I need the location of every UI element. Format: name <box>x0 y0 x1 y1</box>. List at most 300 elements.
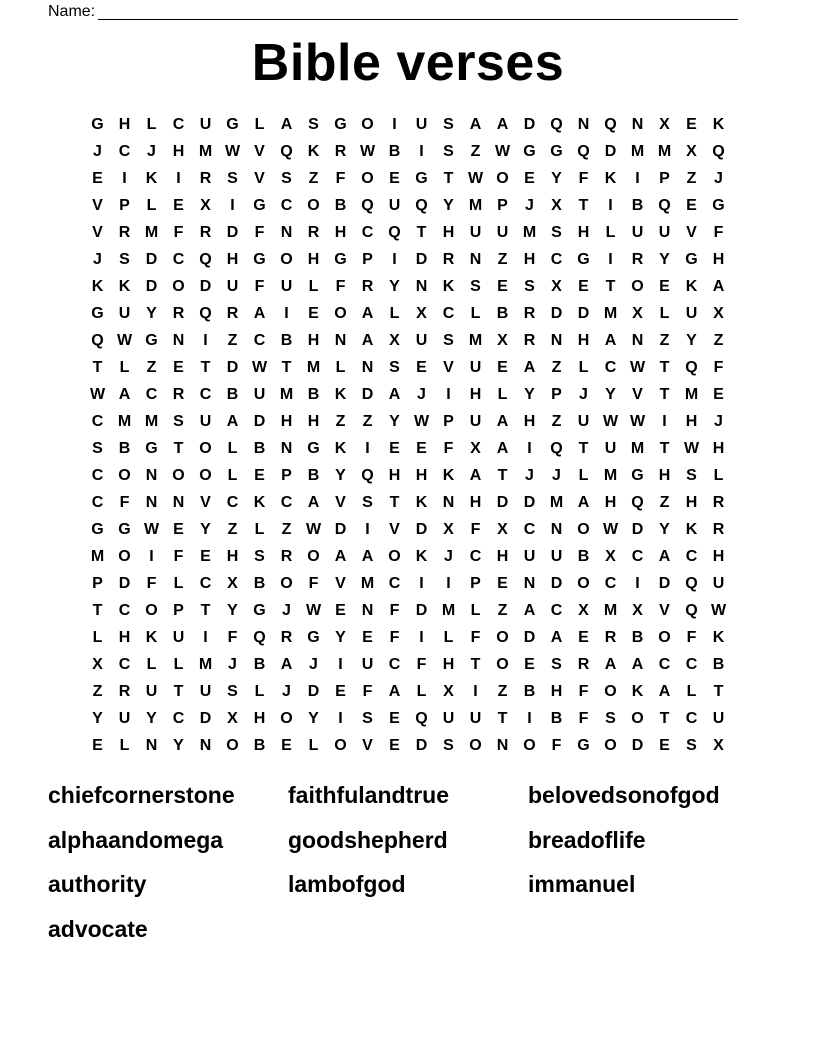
grid-letter: V <box>92 196 103 214</box>
grid-letter: N <box>469 250 482 268</box>
grid-letter: U <box>172 628 185 646</box>
grid-letter: F <box>578 709 589 727</box>
grid-letter: Y <box>173 736 184 754</box>
grid-letter: K <box>685 520 698 538</box>
grid-letter: U <box>199 682 212 700</box>
grid-letter: X <box>632 601 643 619</box>
grid-letter: C <box>685 547 698 565</box>
grid-letter: S <box>470 277 481 295</box>
grid-letter: J <box>552 466 561 484</box>
grid-letter: G <box>712 196 725 214</box>
grid-letter: L <box>254 682 265 700</box>
grid-letter: O <box>307 547 320 565</box>
grid-letter: C <box>658 655 671 673</box>
grid-letter: O <box>118 547 131 565</box>
grid-letter: I <box>392 250 397 268</box>
grid-letter: S <box>524 277 535 295</box>
grid-letter: S <box>173 412 184 430</box>
grid-letter: T <box>659 358 670 376</box>
grid-letter: M <box>549 493 564 511</box>
grid-letter: E <box>389 709 400 727</box>
grid-letter: K <box>631 682 644 700</box>
grid-letter: E <box>659 277 670 295</box>
name-blank-line <box>98 5 738 20</box>
grid-letter: E <box>335 601 346 619</box>
grid-letter: H <box>226 250 239 268</box>
grid-letter: B <box>280 331 293 349</box>
grid-letter: G <box>145 331 158 349</box>
grid-letter: F <box>335 277 346 295</box>
grid-letter: U <box>658 223 671 241</box>
grid-letter: K <box>253 493 266 511</box>
grid-letter: W <box>602 520 619 538</box>
grid-letter: H <box>307 331 320 349</box>
grid-letter: F <box>254 223 265 241</box>
grid-letter: X <box>497 520 508 538</box>
grid-letter: W <box>224 142 241 160</box>
grid-letter: G <box>307 628 320 646</box>
grid-letter: M <box>468 331 483 349</box>
grid-letter: V <box>254 142 265 160</box>
grid-letter: H <box>604 493 617 511</box>
grid-letter: R <box>712 520 725 538</box>
grid-letter: O <box>577 574 590 592</box>
grid-letter: Z <box>470 142 481 160</box>
grid-letter: U <box>712 574 725 592</box>
grid-letter: C <box>550 250 563 268</box>
grid-letter: U <box>712 709 725 727</box>
grid-letter: D <box>550 574 563 592</box>
grid-letter: O <box>604 682 617 700</box>
grid-letter: U <box>415 331 428 349</box>
grid-letter: D <box>415 250 428 268</box>
grid-letter: H <box>577 223 590 241</box>
grid-letter: V <box>335 574 346 592</box>
grid-letter: I <box>176 169 181 187</box>
grid-letter: T <box>173 439 184 457</box>
grid-letter: G <box>145 439 158 457</box>
grid-letter: A <box>469 466 482 484</box>
grid-letter: D <box>199 277 212 295</box>
grid-letter: Y <box>659 520 670 538</box>
grid-letter: E <box>659 736 670 754</box>
grid-letter: Y <box>686 331 697 349</box>
grid-letter: B <box>334 196 347 214</box>
grid-letter: E <box>578 277 589 295</box>
word-list-item: advocate <box>48 915 148 942</box>
grid-letter: E <box>200 547 211 565</box>
grid-letter: G <box>226 115 239 133</box>
grid-letter: L <box>686 682 697 700</box>
grid-letter: L <box>173 574 184 592</box>
grid-letter: L <box>254 115 265 133</box>
grid-letter: U <box>577 412 590 430</box>
grid-letter: O <box>469 736 482 754</box>
grid-letter: N <box>631 331 644 349</box>
word-search-grid <box>84 111 732 759</box>
grid-letter: T <box>578 439 589 457</box>
grid-letter: A <box>388 385 401 403</box>
grid-letter: J <box>444 547 453 565</box>
grid-letter: B <box>496 304 509 322</box>
grid-letter: S <box>443 736 454 754</box>
grid-letter: B <box>631 628 644 646</box>
grid-letter: S <box>443 142 454 160</box>
grid-letter: F <box>443 439 454 457</box>
grid-letter: Z <box>659 331 670 349</box>
grid-letter: X <box>632 304 643 322</box>
grid-letter: I <box>365 520 370 538</box>
grid-letter: P <box>173 601 184 619</box>
grid-letter: C <box>388 655 401 673</box>
grid-letter: F <box>335 169 346 187</box>
grid-letter: W <box>629 412 646 430</box>
grid-letter: R <box>631 250 644 268</box>
grid-letter: Z <box>551 358 562 376</box>
grid-letter: Z <box>659 493 670 511</box>
grid-letter: U <box>550 547 563 565</box>
grid-letter: C <box>469 547 482 565</box>
grid-letter: N <box>415 277 428 295</box>
grid-letter: D <box>226 358 239 376</box>
grid-letter: E <box>92 736 103 754</box>
grid-letter: T <box>605 277 616 295</box>
grid-letter: F <box>416 655 427 673</box>
grid-letter: B <box>523 682 536 700</box>
grid-letter: R <box>577 655 590 673</box>
grid-letter: W <box>629 358 646 376</box>
grid-letter: F <box>470 628 481 646</box>
grid-letter: B <box>577 547 590 565</box>
grid-letter: T <box>200 358 211 376</box>
grid-letter: D <box>496 493 509 511</box>
grid-letter: C <box>118 601 131 619</box>
grid-letter: I <box>446 574 451 592</box>
grid-letter: L <box>254 520 265 538</box>
grid-letter: T <box>281 358 292 376</box>
grid-letter: R <box>280 628 293 646</box>
grid-letter: E <box>416 439 427 457</box>
grid-letter: L <box>308 277 319 295</box>
grid-letter: M <box>198 142 213 160</box>
grid-letter: W <box>305 601 322 619</box>
grid-letter: V <box>92 223 103 241</box>
grid-letter: K <box>91 277 104 295</box>
grid-letter: Z <box>281 520 292 538</box>
grid-letter: D <box>658 574 671 592</box>
grid-letter: E <box>173 358 184 376</box>
grid-letter: F <box>713 223 724 241</box>
grid-letter: U <box>226 277 239 295</box>
grid-letter: W <box>602 412 619 430</box>
word-list-item: breadoflife <box>528 826 646 853</box>
grid-letter: E <box>686 196 697 214</box>
grid-letter: D <box>604 142 617 160</box>
grid-letter: E <box>497 358 508 376</box>
grid-letter: B <box>118 439 131 457</box>
grid-letter: V <box>686 223 697 241</box>
grid-letter: J <box>309 655 318 673</box>
grid-letter: B <box>307 466 320 484</box>
grid-letter: X <box>713 304 724 322</box>
grid-letter: Z <box>713 331 724 349</box>
grid-letter: S <box>92 439 103 457</box>
grid-letter: A <box>280 115 293 133</box>
grid-letter: C <box>199 574 212 592</box>
grid-letter: G <box>550 142 563 160</box>
grid-letter: Y <box>308 709 319 727</box>
grid-letter: H <box>685 412 698 430</box>
grid-letter: H <box>226 547 239 565</box>
grid-letter: X <box>92 655 103 673</box>
grid-letter: J <box>93 250 102 268</box>
grid-letter: I <box>284 304 289 322</box>
grid-letter: O <box>334 304 347 322</box>
grid-letter: M <box>306 358 321 376</box>
grid-letter: P <box>443 412 454 430</box>
grid-letter: F <box>254 277 265 295</box>
grid-letter: Z <box>497 250 508 268</box>
grid-letter: O <box>361 169 374 187</box>
grid-letter: W <box>305 520 322 538</box>
grid-letter: F <box>173 223 184 241</box>
grid-letter: H <box>334 223 347 241</box>
grid-letter: S <box>362 493 373 511</box>
grid-letter: Z <box>497 682 508 700</box>
grid-letter: M <box>90 547 105 565</box>
grid-letter: B <box>712 655 725 673</box>
grid-letter: C <box>172 250 185 268</box>
grid-letter: V <box>362 736 373 754</box>
grid-letter: M <box>279 385 294 403</box>
grid-letter: E <box>335 682 346 700</box>
grid-letter: P <box>551 385 562 403</box>
grid-letter: G <box>577 736 590 754</box>
grid-letter: I <box>419 142 424 160</box>
grid-letter: A <box>307 493 320 511</box>
grid-letter: X <box>686 142 697 160</box>
grid-letter: M <box>117 412 132 430</box>
grid-letter: I <box>527 709 532 727</box>
grid-letter: B <box>307 385 320 403</box>
grid-letter: I <box>608 250 613 268</box>
grid-letter: K <box>442 277 455 295</box>
grid-letter: D <box>145 277 158 295</box>
word-list-item: belovedsonofgod <box>528 782 720 808</box>
grid-letter: X <box>443 520 454 538</box>
grid-letter: B <box>253 736 266 754</box>
grid-letter: R <box>226 304 239 322</box>
grid-letter: W <box>116 331 133 349</box>
grid-letter: Q <box>577 142 590 160</box>
grid-letter: E <box>389 169 400 187</box>
grid-letter: G <box>334 115 347 133</box>
grid-letter: W <box>683 439 700 457</box>
grid-letter: A <box>469 115 482 133</box>
grid-letter: Q <box>361 466 374 484</box>
grid-letter: O <box>631 277 644 295</box>
grid-letter: L <box>146 196 157 214</box>
grid-letter: C <box>118 655 131 673</box>
grid-letter: L <box>470 601 481 619</box>
grid-letter: E <box>497 574 508 592</box>
grid-letter: G <box>253 601 266 619</box>
grid-letter: A <box>631 655 644 673</box>
grid-letter: C <box>442 304 455 322</box>
grid-letter: D <box>550 304 563 322</box>
grid-letter: F <box>389 601 400 619</box>
grid-letter: B <box>550 709 563 727</box>
grid-letter: E <box>281 736 292 754</box>
grid-letter: A <box>361 547 374 565</box>
grid-letter: A <box>496 439 509 457</box>
grid-letter: N <box>577 115 590 133</box>
grid-letter: G <box>415 169 428 187</box>
grid-letter: Q <box>91 331 104 349</box>
grid-letter: Z <box>551 412 562 430</box>
grid-letter: H <box>307 412 320 430</box>
grid-letter: Y <box>551 169 562 187</box>
grid-letter: C <box>226 493 239 511</box>
grid-letter: I <box>203 331 208 349</box>
grid-letter: F <box>362 682 373 700</box>
grid-letter: L <box>335 358 346 376</box>
grid-letter: R <box>604 628 617 646</box>
grid-letter: O <box>172 277 185 295</box>
grid-letter: D <box>523 493 536 511</box>
grid-letter: B <box>253 655 266 673</box>
grid-letter: S <box>119 250 130 268</box>
grid-letter: E <box>254 466 265 484</box>
grid-letter: G <box>631 466 644 484</box>
grid-letter: T <box>497 709 508 727</box>
grid-letter: N <box>361 358 374 376</box>
grid-letter: E <box>173 196 184 214</box>
grid-letter: H <box>118 628 131 646</box>
grid-letter: E <box>713 385 724 403</box>
grid-letter: A <box>496 115 509 133</box>
grid-letter: F <box>578 682 589 700</box>
grid-letter: T <box>659 709 670 727</box>
grid-letter: S <box>686 736 697 754</box>
grid-letter: L <box>713 466 724 484</box>
grid-letter: T <box>659 439 670 457</box>
grid-letter: J <box>228 655 237 673</box>
grid-letter: S <box>362 709 373 727</box>
grid-letter: D <box>118 574 131 592</box>
grid-letter: B <box>253 574 266 592</box>
grid-letter: A <box>604 331 617 349</box>
grid-letter: Z <box>497 601 508 619</box>
grid-letter: I <box>635 169 640 187</box>
grid-letter: W <box>494 142 511 160</box>
grid-letter: A <box>550 628 563 646</box>
name-label: Name: <box>48 3 96 20</box>
grid-letter: V <box>335 493 346 511</box>
grid-letter: U <box>253 385 266 403</box>
grid-letter: O <box>523 736 536 754</box>
grid-letter: Q <box>415 709 428 727</box>
grid-letter: Y <box>443 196 454 214</box>
grid-letter: N <box>334 331 347 349</box>
grid-letter: J <box>525 466 534 484</box>
grid-letter: V <box>389 520 400 538</box>
grid-letter: S <box>389 358 400 376</box>
grid-letter: Q <box>550 439 563 457</box>
grid-letter: D <box>199 709 212 727</box>
grid-letter: C <box>172 709 185 727</box>
grid-letter: L <box>389 304 400 322</box>
grid-letter: F <box>551 736 562 754</box>
grid-letter: P <box>497 196 508 214</box>
grid-letter: M <box>468 196 483 214</box>
grid-letter: F <box>389 628 400 646</box>
grid-letter: O <box>361 115 374 133</box>
grid-letter: Y <box>146 304 157 322</box>
grid-letter: H <box>712 250 725 268</box>
grid-letter: N <box>550 520 563 538</box>
grid-letter: F <box>686 628 697 646</box>
grid-letter: Y <box>389 277 400 295</box>
grid-letter: H <box>469 493 482 511</box>
grid-letter: X <box>497 331 508 349</box>
grid-letter: U <box>280 277 293 295</box>
grid-letter: R <box>172 385 185 403</box>
grid-letter: J <box>147 142 156 160</box>
grid-letter: V <box>632 385 643 403</box>
grid-letter: H <box>577 331 590 349</box>
grid-letter: S <box>443 331 454 349</box>
grid-letter: R <box>172 304 185 322</box>
grid-letter: J <box>579 385 588 403</box>
grid-letter: O <box>577 520 590 538</box>
grid-letter: R <box>334 142 347 160</box>
grid-letter: I <box>419 574 424 592</box>
grid-letter: I <box>608 196 613 214</box>
grid-letter: E <box>389 736 400 754</box>
grid-letter: R <box>280 547 293 565</box>
grid-letter: Z <box>335 412 346 430</box>
grid-letter: O <box>496 655 509 673</box>
grid-letter: A <box>118 385 131 403</box>
grid-letter: C <box>172 115 185 133</box>
grid-letter: J <box>525 196 534 214</box>
grid-letter: N <box>145 736 158 754</box>
grid-letter: T <box>173 682 184 700</box>
grid-letter: G <box>334 250 347 268</box>
grid-letter: V <box>254 169 265 187</box>
grid-letter: M <box>360 574 375 592</box>
grid-letter: G <box>253 250 266 268</box>
grid-letter: Y <box>146 709 157 727</box>
grid-letter: N <box>361 601 374 619</box>
grid-letter: O <box>631 709 644 727</box>
grid-letter: R <box>523 331 536 349</box>
grid-letter: T <box>92 601 103 619</box>
grid-letter: C <box>199 385 212 403</box>
grid-letter: Q <box>388 223 401 241</box>
grid-letter: Y <box>227 601 238 619</box>
grid-letter: P <box>281 466 292 484</box>
grid-letter: S <box>281 169 292 187</box>
grid-letter: U <box>388 196 401 214</box>
grid-letter: M <box>630 439 645 457</box>
grid-letter: Y <box>659 250 670 268</box>
grid-letter: D <box>523 628 536 646</box>
grid-letter: G <box>577 250 590 268</box>
grid-letter: A <box>496 412 509 430</box>
grid-letter: E <box>416 358 427 376</box>
